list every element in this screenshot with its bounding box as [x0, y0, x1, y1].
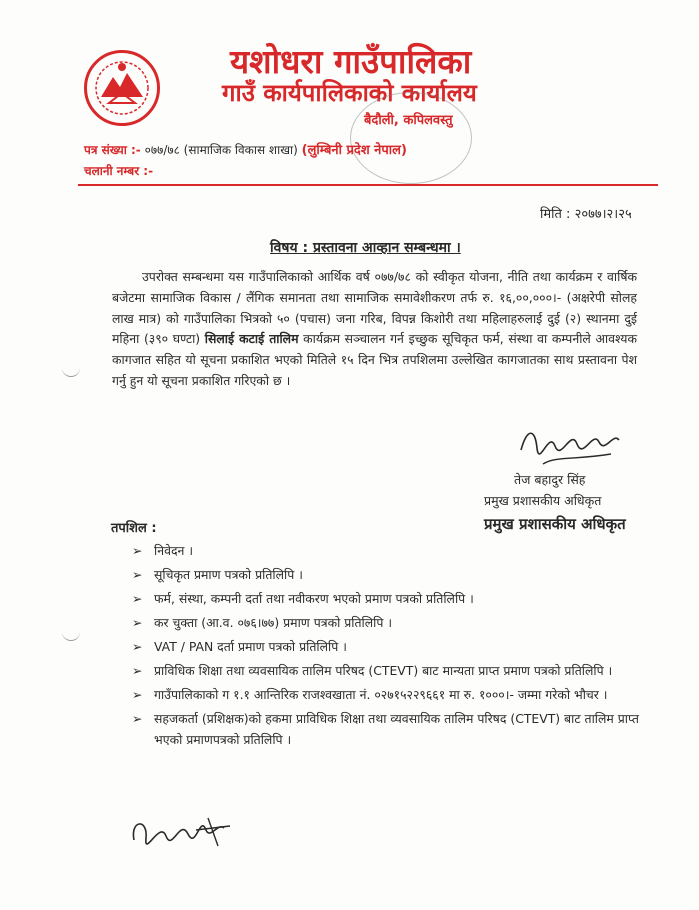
office-stamp	[350, 92, 472, 184]
municipality-emblem-icon	[84, 50, 160, 126]
bottom-signature-mark	[126, 800, 246, 864]
body-text-bold: सिलाई कटाई तालिम	[204, 331, 299, 347]
arrow-bullet-icon: ➢	[132, 711, 143, 726]
letterhead-divider	[78, 184, 658, 186]
punch-hole-mark	[62, 628, 80, 641]
arrow-bullet-icon: ➢	[132, 543, 143, 558]
arrow-bullet-icon: ➢	[132, 639, 143, 654]
list-item: ➢ गाउँपालिकाको ग १.१ आन्तिरिक राजश्वखाता नं. ०२७१५२२९६६१ मा रु. १०००।- जम्मा गरेको भौचर ।	[132, 684, 652, 705]
chalani-label: चलानी नम्बर :-	[84, 164, 154, 178]
tapasil-heading: तपशिल :	[111, 521, 157, 536]
list-item: ➢ सूचिकृत प्रमाण पत्रको प्रतिलिपि ।	[132, 564, 652, 585]
office-subtitle: गाउँ कार्यपालिकाको कार्यालय	[222, 79, 477, 107]
signatory-name: तेज बहादुर सिंह	[514, 472, 586, 487]
tapasil-list	[132, 540, 652, 753]
office-location: बैदौली, कपिलवस्तु	[364, 113, 453, 128]
signatory-stamp: प्रमुख प्रशासकीय अधिकृत	[484, 515, 626, 533]
arrow-bullet-icon: ➢	[132, 567, 143, 582]
body-paragraph	[112, 267, 637, 392]
province-label: (लुम्बिनी प्रदेश नेपाल)	[301, 143, 407, 158]
list-item: ➢ फर्म, संस्था, कम्पनी दर्ता तथा नवीकरण भएको प्रमाण पत्रको प्रतिलिपि ।	[132, 588, 652, 609]
municipality-title: यशोधरा गाउँपालिका	[230, 42, 472, 81]
letter-subject: विषय : प्रस्तावना आव्हान सम्बन्धमा ।	[270, 240, 461, 256]
arrow-bullet-icon: ➢	[132, 615, 143, 630]
reference-label: पत्र संख्या :-	[84, 143, 141, 157]
signature-mark	[515, 420, 625, 474]
arrow-bullet-icon: ➢	[132, 663, 143, 678]
list-item: ➢ सहजकर्ता (प्रशिक्षक)को हकमा प्राविधिक शिक्षा तथा व्यवसायिक तालिम परिषद (CTEVT) बाट तालिम प्राप्त भएको प्रमाणपत्रको प्रतिलिपि ।	[132, 708, 652, 750]
arrow-bullet-icon: ➢	[132, 591, 143, 606]
list-item: ➢ कर चुक्ता (आ.व. ०७६।७७) प्रमाण पत्रको प्रतिलिपि ।	[132, 612, 652, 633]
list-item: ➢ निवेदन ।	[132, 540, 652, 561]
reference-line	[84, 140, 407, 158]
letter-date: मिति : २०७७।२।२५	[540, 207, 632, 222]
body-text-part2: कार्यक्रम सञ्चालन गर्न इच्छुक सूचिकृत फर्म, संस्था वा कम्पनीले आवश्यक कागजात सहित यो सूचना प्रकाशित भएको मितिले १५ दिन भित्र तपशिलमा उल्लेखित कागजातका साथ प्रस्तावना पेश गर्नु हुन यो सूचना प्रकाशित गरिएको छ ।	[112, 331, 638, 388]
reference-value: ०७७/७८ (सामाजिक विकास शाखा)	[144, 143, 298, 157]
arrow-bullet-icon: ➢	[132, 687, 143, 702]
list-item: ➢ VAT / PAN दर्ता प्रमाण पत्रको प्रतिलिपि ।	[132, 636, 652, 657]
punch-hole-mark	[62, 364, 80, 377]
body-text-part1: उपरोक्त सम्बन्धमा यस गाउँपालिकाको आर्थिक वर्ष ०७७/७८ को स्वीकृत योजना, नीति तथा कार्यक्रम र वार्षिक बजेटमा सामाजिक विकास / लैंगिक समानता तथा सामाजिक समावेशीकरण तर्फ रु. १६,००,०००।- (अक्षरेपी सोलह लाख मात्र) को गाउँपालिका भित्रको ५० (पचास) जना गरिब, विपन्न किशोरी तथा महिलाहरुलाई दुई (२) स्थानमा दुई महिना (३९० घण्टा)	[112, 269, 637, 347]
signatory-title: प्रमुख प्रशासकीय अधिकृत	[484, 493, 602, 508]
list-item: ➢ प्राविधिक शिक्षा तथा व्यवसायिक तालिम परिषद (CTEVT) बाट मान्यता प्राप्त प्रमाण पत्रको प्रतिलिपि ।	[132, 660, 652, 681]
